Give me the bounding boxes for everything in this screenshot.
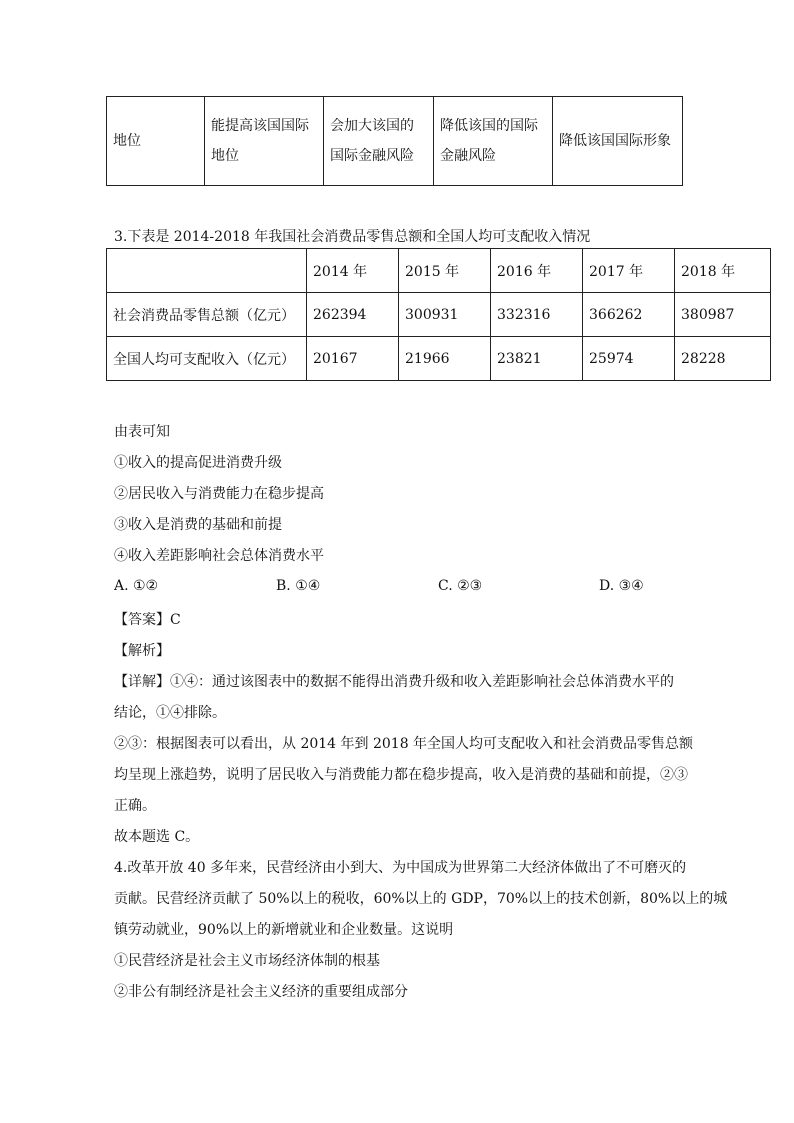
table-header-cell: 2014 年 [307, 249, 399, 293]
option-b: B. ①④ [276, 578, 321, 594]
statement-3: ③收入是消费的基础和前提 [114, 517, 282, 533]
row-label: 全国人均可支配收入（亿元） [107, 337, 307, 381]
answer: 【答案】C [114, 612, 181, 628]
table-cell: 降低该国的国际金融风险 [434, 97, 553, 186]
table-header-row [107, 249, 771, 293]
option-c: C. ②③ [438, 578, 483, 594]
statement-4: ④收入差距影响社会总体消费水平 [114, 548, 324, 564]
detail-line: 故本题选 C。 [114, 829, 200, 845]
analysis-label: 【解析】 [114, 643, 170, 659]
table-cell: 地位 [107, 97, 205, 186]
table-row [107, 293, 771, 337]
table-cell: 25974 [583, 337, 675, 381]
table-row [107, 337, 771, 381]
question-4-line: 镇劳动就业，90%以上的新增就业和企业数量。这说明 [114, 922, 454, 938]
statement-1: ①民营经济是社会主义市场经济体制的根基 [114, 953, 380, 969]
table-cell: 能提高该国国际地位 [205, 97, 324, 186]
previous-question-table [106, 96, 683, 186]
option-a: A. ①② [114, 578, 159, 594]
table-cell: 300931 [399, 293, 491, 337]
row-label: 社会消费品零售总额（亿元） [107, 293, 307, 337]
detail-line: 【详解】①④：通过该图表中的数据不能得出消费升级和收入差距影响社会总体消费水平的 [114, 674, 674, 690]
question-4-line: 贡献。民营经济贡献了 50%以上的税收，60%以上的 GDP，70%以上的技术创新，80%以上的城 [114, 891, 728, 907]
table-cell: 380987 [675, 293, 771, 337]
detail-line: 正确。 [114, 798, 156, 814]
statement-2: ②非公有制经济是社会主义经济的重要组成部分 [114, 984, 408, 1000]
table-header-cell: 2018 年 [675, 249, 771, 293]
table-cell: 332316 [491, 293, 583, 337]
table-cell: 降低该国国际形象 [553, 97, 683, 186]
table-cell: 262394 [307, 293, 399, 337]
table-header-cell: 2016 年 [491, 249, 583, 293]
table-cell: 21966 [399, 337, 491, 381]
table-cell: 23821 [491, 337, 583, 381]
question-3-title: 3.下表是 2014-2018 年我国社会消费品零售总额和全国人均可支配收入情况 [114, 229, 591, 245]
table-row [107, 97, 683, 186]
question-stem: 由表可知 [114, 424, 170, 440]
table-cell: 会加大该国的国际金融风险 [324, 97, 434, 186]
table-cell: 28228 [675, 337, 771, 381]
statement-2: ②居民收入与消费能力在稳步提高 [114, 486, 324, 502]
statement-1: ①收入的提高促进消费升级 [114, 455, 282, 471]
question-4-line: 4.改革开放 40 多年来，民营经济由小到大、为中国成为世界第二大经济体做出了不可磨灭的 [114, 860, 687, 876]
table-header-cell: 2015 年 [399, 249, 491, 293]
table-header-cell [107, 249, 307, 293]
table-cell: 366262 [583, 293, 675, 337]
detail-line: ②③：根据图表可以看出，从 2014 年到 2018 年全国人均可支配收入和社会消费品零售总额 [114, 736, 694, 752]
option-d: D. ③④ [599, 578, 644, 594]
table-cell: 20167 [307, 337, 399, 381]
detail-line: 均呈现上涨趋势，说明了居民收入与消费能力都在稳步提高，收入是消费的基础和前提，②③ [114, 767, 688, 783]
income-consumption-table [106, 248, 771, 381]
detail-line: 结论，①④排除。 [114, 705, 226, 721]
table-header-cell: 2017 年 [583, 249, 675, 293]
